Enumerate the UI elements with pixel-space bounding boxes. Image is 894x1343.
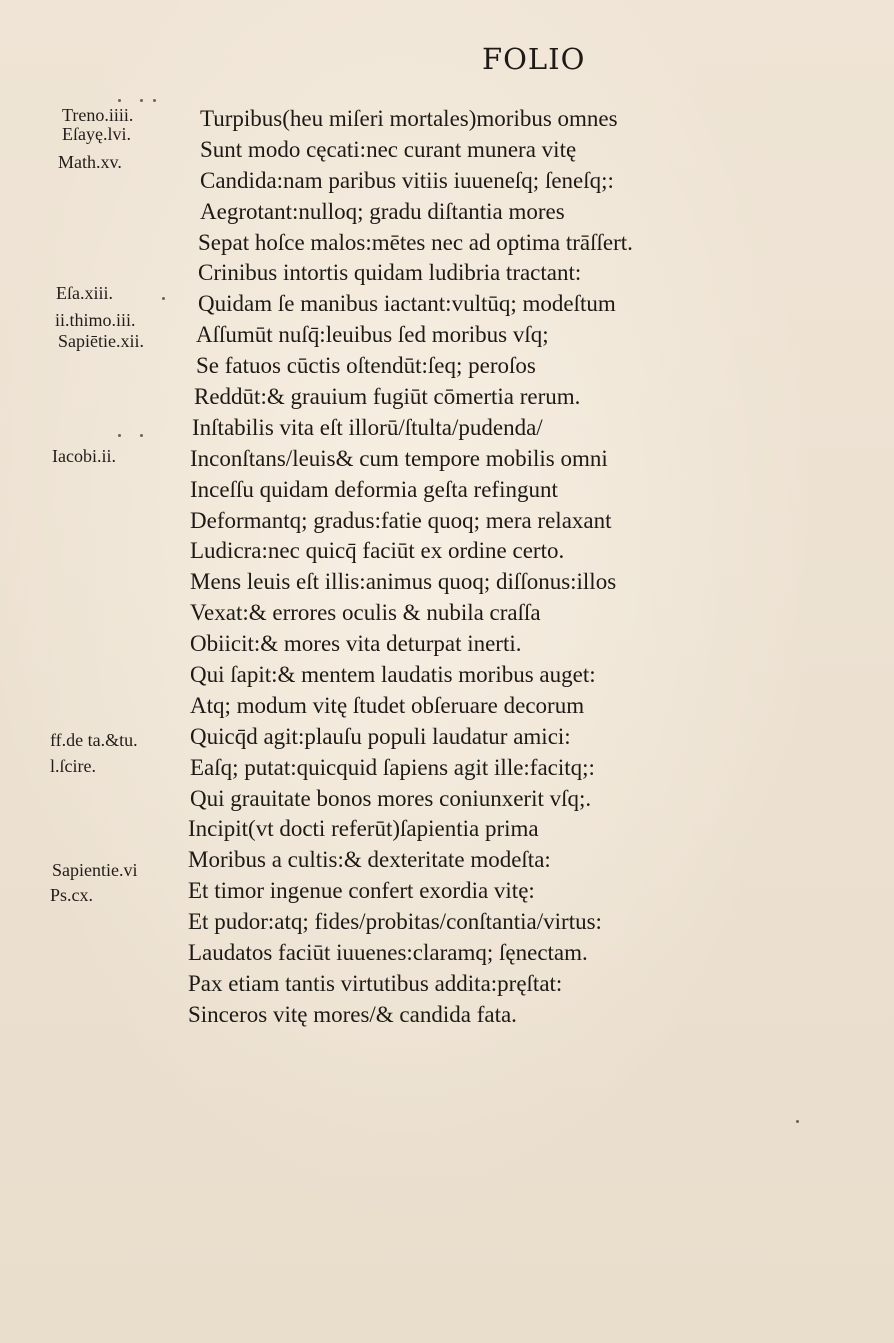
verse-line: Quidam ſe manibus iactant:vultūq; modeſtum <box>198 291 616 317</box>
verse-line: Sunt modo cęcati:nec curant munera vitę <box>200 136 577 162</box>
verse-line: Aegrotant:nulloq; gradu diſtantia mores <box>200 198 565 224</box>
ink-speck <box>118 99 121 102</box>
ink-speck <box>140 434 143 437</box>
verse-line: Sepat hoſce malos:mētes nec ad optima trāſſert. <box>198 229 633 255</box>
margin-note: ii.thimo.iii. <box>55 310 136 330</box>
verse-line: Se fatuos cūctis oſtendūt:ſeq; peroſos <box>196 353 536 379</box>
margin-note: Sapiētie.xii. <box>58 331 144 351</box>
verse-line: Obiicit:& mores vita deturpat inerti. <box>190 631 522 657</box>
verse-line: Et timor ingenue confert exordia vitę: <box>188 878 535 904</box>
verse-line: Inſtabilis vita eſt illorū/ſtulta/pudenda/ <box>192 414 543 440</box>
ink-speck <box>140 99 143 102</box>
verse-line: Incipit(vt docti referūt)ſapientia prima <box>188 816 539 842</box>
verse-line: Pax etiam tantis virtutibus addita:pręſtat: <box>188 970 563 996</box>
ink-speck <box>118 434 121 437</box>
margin-note: Sapientie.vi <box>52 860 138 880</box>
margin-note: l.ſcire. <box>50 756 96 776</box>
verse-line: Laudatos faciūt iuuenes:claramq; ſęnectam. <box>188 940 588 966</box>
verse-line: Inconſtans/leuis& cum tempore mobilis omni <box>190 445 608 471</box>
verse-line: Eaſq; putat:quicquid ſapiens agit ille:facitq;: <box>190 754 595 780</box>
verse-line: Qui grauitate bonos mores coniunxerit vſq;. <box>190 785 592 811</box>
folio-heading: FOLIO <box>482 42 586 76</box>
ink-speck <box>153 99 156 102</box>
verse-line: Reddūt:& grauium fugiūt cōmertia rerum. <box>194 384 581 410</box>
verse-line: Ludicra:nec quicq̄ faciūt ex ordine certo. <box>190 538 565 564</box>
ink-speck <box>796 1120 799 1123</box>
verse-block <box>188 104 828 1031</box>
verse-line: Crinibus intortis quidam ludibria tractant: <box>198 260 582 286</box>
verse-line: Qui ſapit:& mentem laudatis moribus auget: <box>190 662 596 688</box>
verse-line: Deformantq; gradus:fatie quoq; mera relaxant <box>190 507 612 533</box>
margin-note: ff.de ta.&tu. <box>50 730 138 750</box>
verse-line: Inceſſu quidam deformia geſta refingunt <box>190 476 558 502</box>
margin-note: Eſayę.lvi. <box>62 124 131 144</box>
verse-line: Moribus a cultis:& dexteritate modeſta: <box>188 847 551 873</box>
verse-line: Vexat:& errores oculis & nubila craſſa <box>190 600 541 626</box>
margin-note: Treno.iiii. <box>62 105 134 125</box>
verse-line: Candida:nam paribus vitiis iuueneſq; ſeneſq;: <box>200 167 614 193</box>
margin-note: Eſa.xiii. <box>56 283 113 303</box>
ink-speck <box>162 297 165 300</box>
margin-note: Math.xv. <box>58 152 122 172</box>
verse-line: Et pudor:atq; fides/probitas/conſtantia/virtus: <box>188 909 602 935</box>
verse-line: Aſſumūt nuſq̄:leuibus ſed moribus vſq; <box>196 322 549 348</box>
margin-note: Iacobi.ii. <box>52 446 116 466</box>
verse-line: Mens leuis eſt illis:animus quoq; diſſonus:illos <box>190 569 617 595</box>
verse-line: Quicq̄d agit:plauſu populi laudatur amici: <box>190 723 571 749</box>
margin-note: Ps.cx. <box>50 885 94 905</box>
verse-line: Turpibus(heu miſeri mortales)moribus omnes <box>200 106 618 131</box>
verse-line: Sinceros vitę mores/& candida fata. <box>188 1001 517 1027</box>
verse-line: Atq; modum vitę ſtudet obſeruare decorum <box>190 692 585 718</box>
